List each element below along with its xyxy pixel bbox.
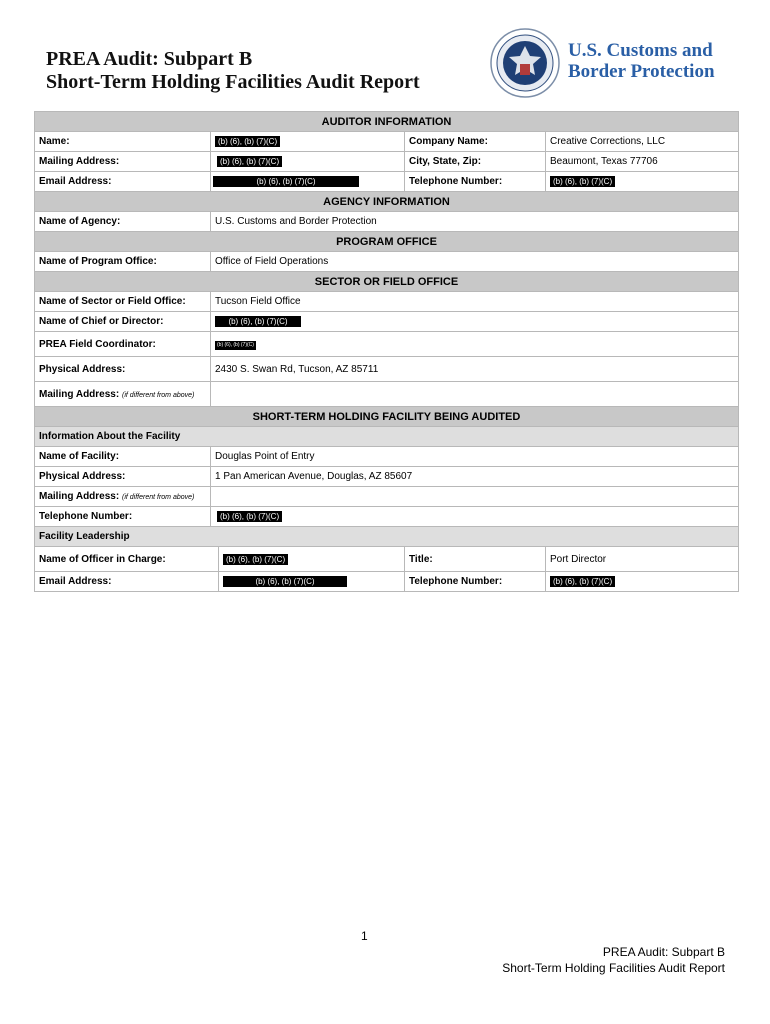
facility-leadership-subhead: Facility Leadership — [35, 527, 739, 547]
company-name-value: Creative Corrections, LLC — [546, 132, 739, 152]
facility-mailing-value — [211, 487, 739, 507]
sector-physical-label: Physical Address: — [35, 357, 211, 382]
form-row — [35, 132, 739, 152]
agency-name-label: Name of Agency: — [35, 212, 211, 232]
section-header-agency: AGENCY INFORMATION — [35, 192, 739, 212]
redaction-box: (b) (6), (b) (7)(C) — [215, 316, 301, 327]
form-row — [35, 572, 739, 592]
officer-in-charge-value — [219, 547, 405, 572]
auditor-name-label: Name: — [35, 132, 211, 152]
officer-email-label: Email Address: — [35, 572, 219, 592]
redaction-box: (b) (6), (b) (7)(C) — [217, 156, 282, 167]
redaction-box: (b) (6), (b) (7)(C) — [215, 136, 280, 147]
mailing-note: (if different from above) — [121, 391, 195, 399]
section-header-sector: SECTOR OR FIELD OFFICE — [35, 272, 739, 292]
auditor-phone-value — [546, 172, 739, 192]
redaction-box: (b) (6), (b) (7)(C) — [217, 511, 282, 522]
form-row — [35, 382, 739, 407]
officer-email-value — [219, 572, 405, 592]
sector-mailing-label — [35, 382, 211, 407]
officer-phone-value — [546, 572, 739, 592]
title-line-1: PREA Audit: Subpart B — [46, 48, 253, 70]
sector-name-label: Name of Sector or Field Office: — [35, 292, 211, 312]
program-office-value: Office of Field Operations — [211, 252, 739, 272]
auditor-email-value — [211, 172, 405, 192]
auditor-name-value — [211, 132, 405, 152]
program-office-label: Name of Program Office: — [35, 252, 211, 272]
chief-director-value — [211, 312, 739, 332]
sector-name-value: Tucson Field Office — [211, 292, 739, 312]
section-header-facility: SHORT-TERM HOLDING FACILITY BEING AUDITED — [35, 407, 739, 427]
redaction-box: (b) (6), (b) (7)(C) — [550, 176, 615, 187]
section-row — [35, 407, 739, 427]
section-row — [35, 112, 739, 132]
form-row — [35, 152, 739, 172]
document-title — [46, 48, 420, 94]
redaction-box: (b) (6), (b) (7)(C) — [223, 554, 288, 565]
logo-line-2: Border Protection — [568, 61, 715, 82]
facility-physical-label: Physical Address: — [35, 467, 211, 487]
auditor-mailing-value — [211, 152, 405, 172]
mailing-label-text: Mailing Address: — [39, 491, 120, 502]
facility-name-label: Name of Facility: — [35, 447, 211, 467]
officer-phone-label: Telephone Number: — [405, 572, 546, 592]
form-row — [35, 507, 739, 527]
page-number: 1 — [361, 929, 368, 943]
mailing-label-text: Mailing Address: — [39, 388, 120, 400]
facility-phone-value — [211, 507, 739, 527]
officer-title-value: Port Director — [546, 547, 739, 572]
subhead-row — [35, 427, 739, 447]
section-row — [35, 192, 739, 212]
prea-coordinator-label: PREA Field Coordinator: — [35, 332, 211, 357]
section-header-auditor: AUDITOR INFORMATION — [35, 112, 739, 132]
facility-phone-label: Telephone Number: — [35, 507, 211, 527]
auditor-email-label: Email Address: — [35, 172, 211, 192]
form-row — [35, 467, 739, 487]
footer-line-2: Short-Term Holding Facilities Audit Report — [502, 961, 725, 975]
redaction-box: (b) (6), (b) (7)(C) — [217, 342, 254, 348]
audit-info-table — [34, 111, 739, 592]
officer-title-label: Title: — [405, 547, 546, 572]
auditor-mailing-label: Mailing Address: — [35, 152, 211, 172]
facility-name-value: Douglas Point of Entry — [211, 447, 739, 467]
mailing-note: (if different from above) — [121, 494, 195, 501]
facility-mailing-label — [35, 487, 211, 507]
form-row — [35, 547, 739, 572]
title-line-2: Short-Term Holding Facilities Audit Report — [46, 71, 420, 93]
company-name-label: Company Name: — [405, 132, 546, 152]
footer-line-1: PREA Audit: Subpart B — [602, 945, 725, 959]
auditor-phone-label: Telephone Number: — [405, 172, 546, 192]
form-row — [35, 357, 739, 382]
form-row — [35, 487, 739, 507]
section-header-program: PROGRAM OFFICE — [35, 232, 739, 252]
form-row — [35, 212, 739, 232]
officer-in-charge-label: Name of Officer in Charge: — [35, 547, 219, 572]
form-row — [35, 312, 739, 332]
form-row — [35, 252, 739, 272]
sector-mailing-value — [211, 382, 739, 407]
logo-line-1: U.S. Customs and — [568, 40, 713, 61]
redaction-box: (b) (6), (b) (7)(C) — [223, 576, 347, 587]
prea-coordinator-value — [211, 332, 739, 357]
logo-text — [568, 40, 715, 82]
redaction-box: (b) (6), (b) (7)(C) — [550, 576, 615, 587]
form-row — [35, 447, 739, 467]
form-row — [35, 292, 739, 312]
city-state-zip-value: Beaumont, Texas 77706 — [546, 152, 739, 172]
section-row — [35, 232, 739, 252]
chief-director-label: Name of Chief or Director: — [35, 312, 211, 332]
sector-physical-value: 2430 S. Swan Rd, Tucson, AZ 85711 — [211, 357, 739, 382]
form-row — [35, 172, 739, 192]
section-row — [35, 272, 739, 292]
cbp-seal-icon — [490, 28, 560, 98]
agency-name-value: U.S. Customs and Border Protection — [211, 212, 739, 232]
form-row — [35, 332, 739, 357]
facility-physical-value: 1 Pan American Avenue, Douglas, AZ 85607 — [211, 467, 739, 487]
city-state-zip-label: City, State, Zip: — [405, 152, 546, 172]
cbp-logo — [490, 28, 730, 100]
subhead-row — [35, 527, 739, 547]
page-footer — [502, 944, 725, 976]
redaction-box: (b) (6), (b) (7)(C) — [213, 176, 359, 187]
facility-info-subhead: Information About the Facility — [35, 427, 739, 447]
